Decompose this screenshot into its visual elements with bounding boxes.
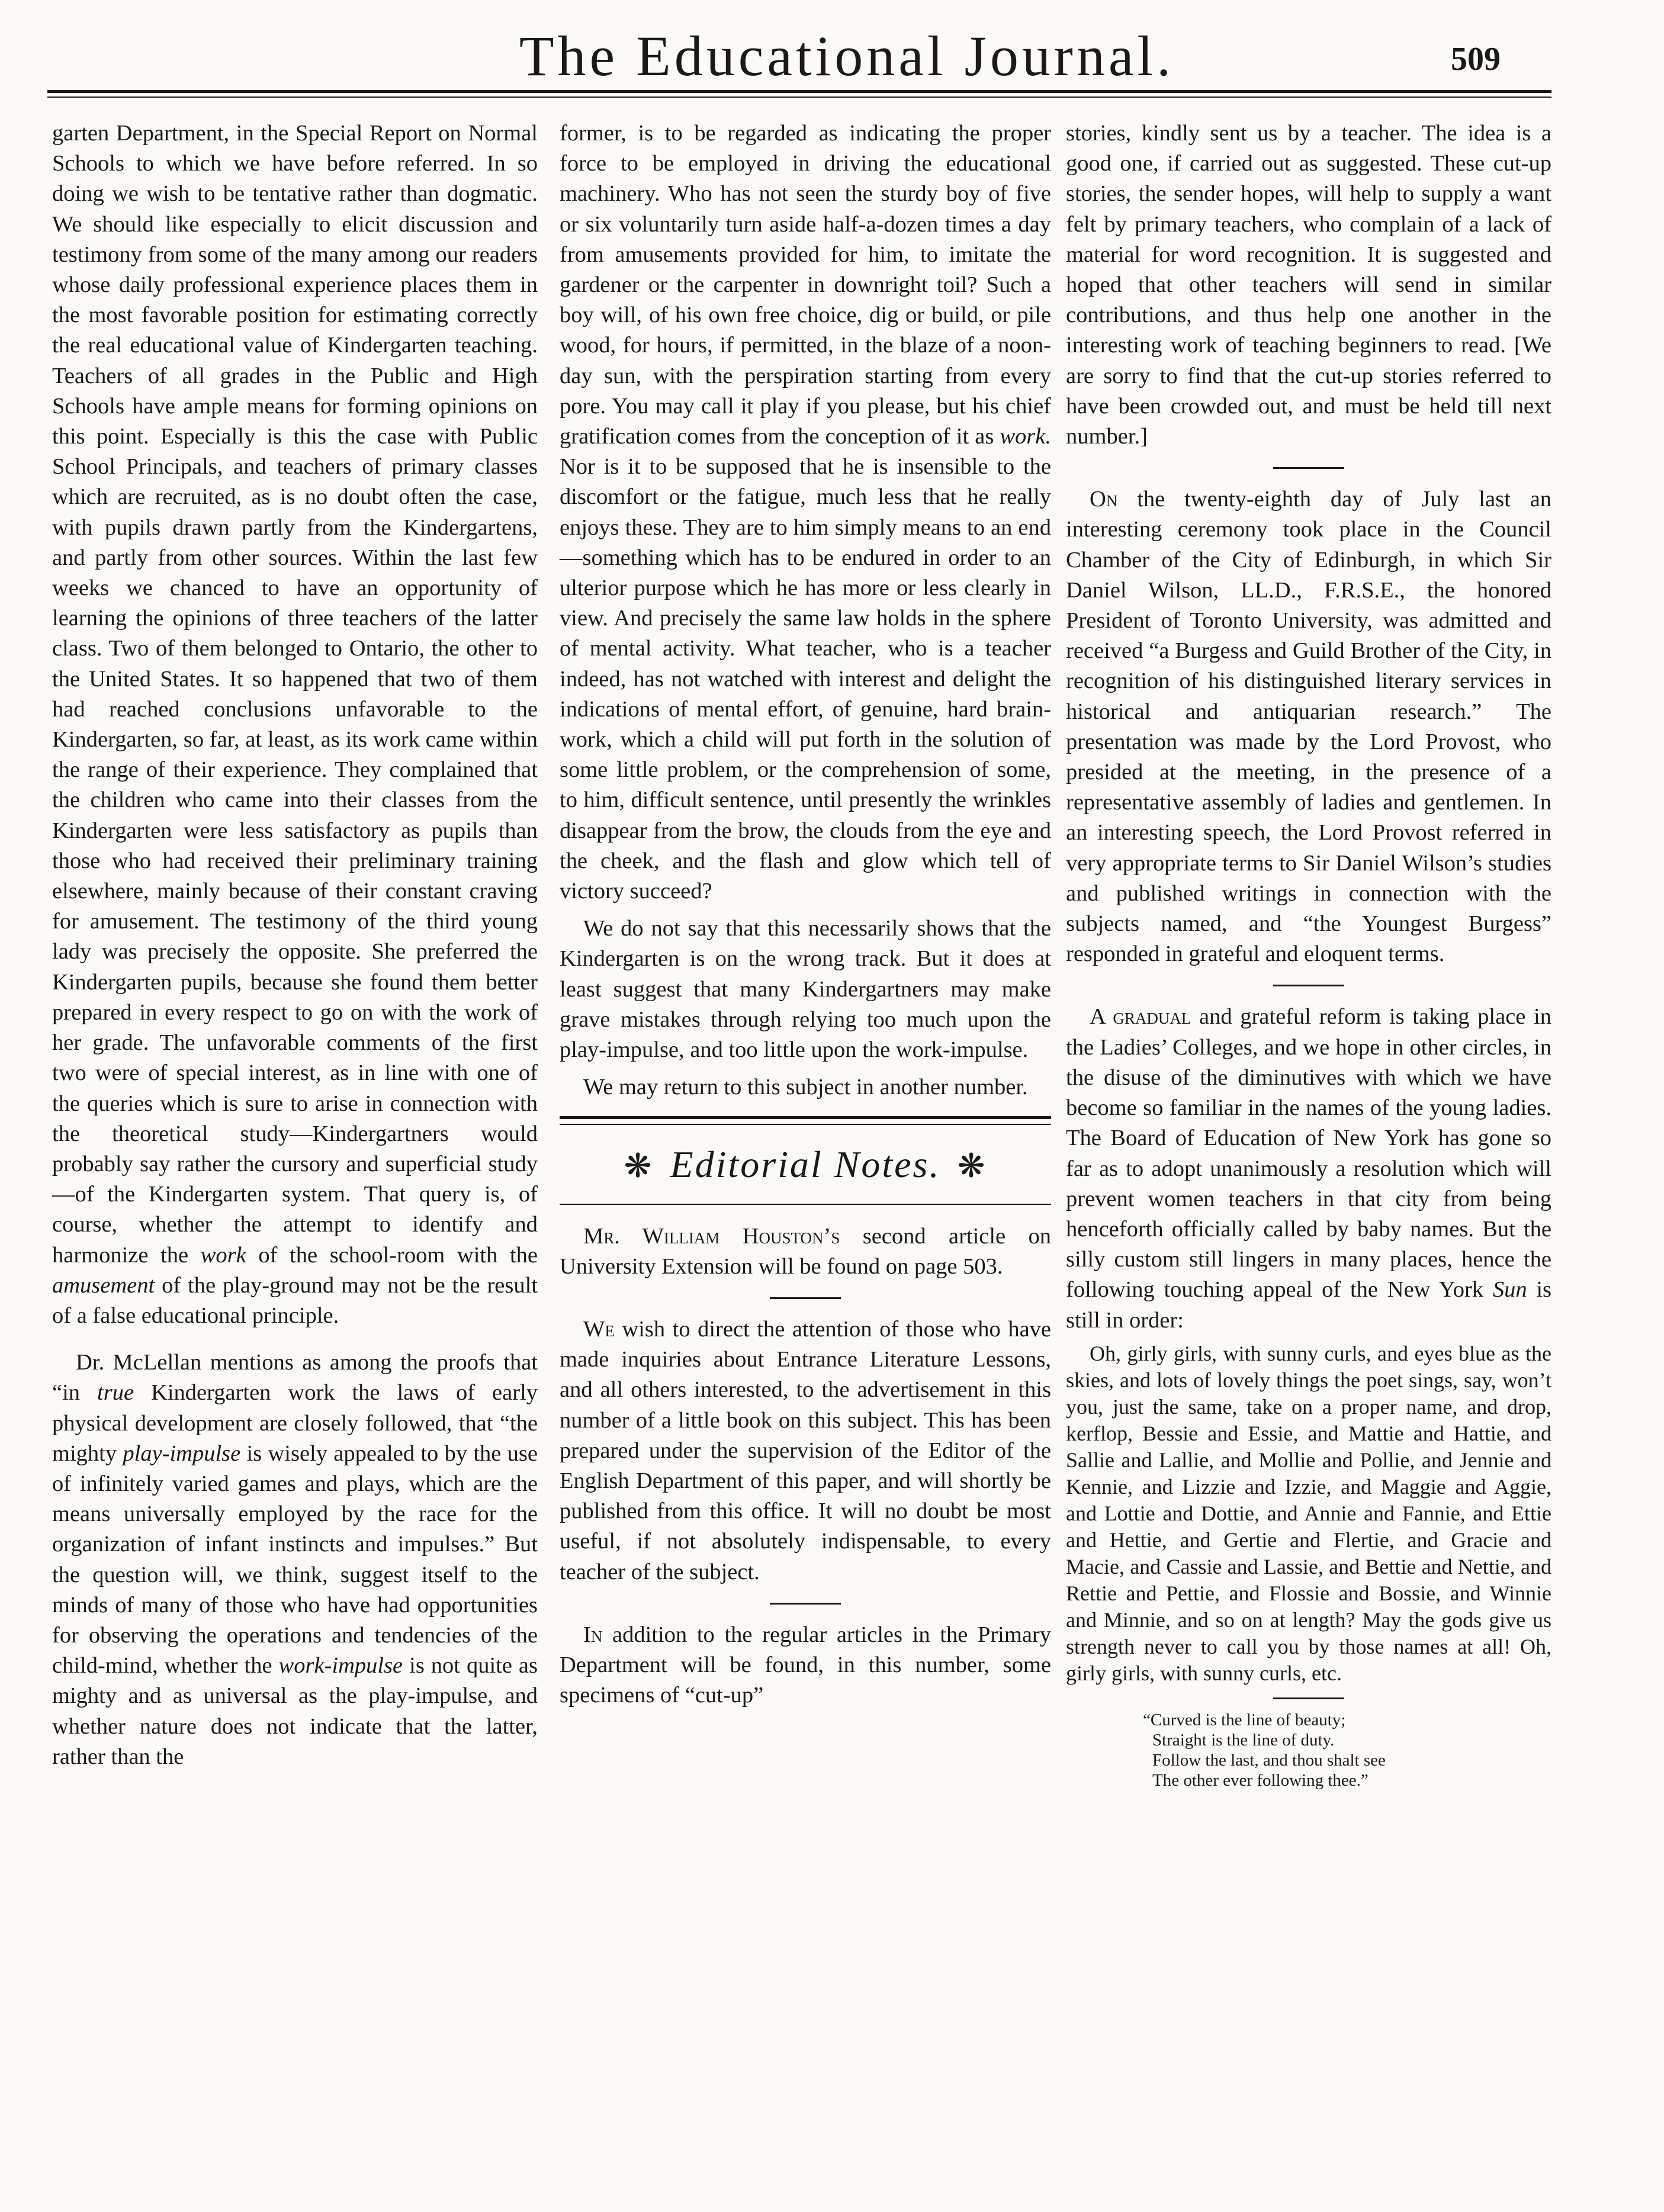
note-entrance-text: wish to direct the attention of those who have made inquiries about Entrance Literature Lessons, and all others interested, to the advertisement in this number of a little book on this subject. This has been prepared under the supervision of the Editor of the English Department of this paper, and will shortly be published from this office. It will no doubt be most useful, if not absolutely indispensable, to every teacher of the subject. [560,1316,1051,1584]
col1-p1-end: of the play-ground may not be the result of a false educational principle. [52,1272,538,1328]
verse-line: Follow the last, and thou shalt see [1152,1750,1386,1770]
note-primary-lead: In [583,1622,603,1647]
editorial-rule-top-thin [560,1124,1051,1125]
note-houston [560,1221,1051,1282]
column-2 [560,118,1051,1711]
col3-paragraph-1: stories, kindly sent us by a teacher. The idea is a good one, if carried out as suggested. These cut-up stories, the sender hopes, will help to supply a want felt by primary teachers, who complain of a lack of material for word recognition. It is suggested and hoped that other teachers will send in similar contributions, and thus help one another in the interesting work of teaching beginners to read. [We are sorry to find that the cut-up stories referred to have been crowded out, and must be held till next number.] [1066,121,1551,449]
col2-paragraph-3: We may return to this subject in another number. [583,1075,1028,1100]
note-divider [770,1603,841,1605]
col2-p1-b: Nor is it to be supposed that he is insensible to the discomfort or the fatigue, much less that he really enjoys these. They are to him simply means to an end—something which has to be endured in order to an ulterior purpose which he has more or less clearly in view. And precisely the same law holds in the sphere of mental activity. What teacher, who is a teacher indeed, has not watched with interest and delight the indications of mental effort, of genuine, hard brain-work, which a child will put forth in the solution of some little problem, or the comprehension of some, to him, difficult sentence, until presently the wrinkles disappear from the brow, the clouds from the eye and the cheek, and the flash and glow which tell of victory succeed? [560,454,1051,904]
note-daniel-wilson [1066,484,1551,969]
col1-p2-c: is wisely appealed to by the use of infinitely varied games and plays, which are the means universally employed by the race for the organization of infant instincts and impulses.” But the question will, we think, suggest itself to the minds of many of those who have had opportunities for observing the operations and tendencies of the child-mind, whether the [52,1441,538,1679]
col1-p2-d: is not quite as mighty and as universal as the play-impulse, and whether nature does not indicate that the latter, rather than the [52,1653,538,1769]
ornament-icon: ❋ [624,1147,654,1185]
note-wilson-text: the twenty-eighth day of July last an interesting ceremony took place in the Council Chamber of the City of Edinburgh, in which Sir Daniel Wilson, LL.D., F.R.S.E., the honored President of Toronto University, was admitted and received “a Burgess and Guild Brother of the City, in recognition of his distinguished literary services in historical and antiquarian research.” The presentation was made by the Lord Provost, who presided at the meeting, in the presence of a representative assembly of ladies and gentlemen. In an interesting speech, the Lord Provost referred in very appropriate terms to Sir Daniel Wilson’s studies and published writings in connection with the subjects named, and “the Youngest Burgess” responded in grateful and eloquent terms. [1066,487,1551,967]
note-primary-text: addition to the regular articles in the Primary Department will be found, in this number, some specimens of “cut-up” [560,1622,1051,1708]
closing-verse [1143,1710,1551,1790]
col2-paragraph-2: We do not say that this necessarily shows that the Kindergarten is on the wrong track. But it does at least suggest that many Kindergartners may make grave mistakes through relying too much upon the play-impulse, and too little upon the work-impulse. [560,916,1051,1063]
col1-p2-play: play-impulse [123,1441,241,1466]
note-ladies-end: is still in order: [1066,1277,1551,1333]
note-ladies-text: and grateful reform is taking place in the Ladies’ Colleges, and we hope in other circles, in the disuse of the diminutives with which we have become so familiar in the names of the young ladies. The Board of Education of New York has gone so far as to adopt unanimously a resolution which will prevent women teachers in that city from being henceforth officially called by baby names. But the silly custom still lingers in many places, hence the following touching appeal of the New York [1066,1004,1551,1303]
column-1 [52,118,538,1772]
page-number: 509 [1451,41,1501,78]
note-divider [1273,985,1344,986]
verse-line: The other ever following thee.” [1152,1770,1369,1790]
note-ladies-lead: A gradual [1090,1004,1191,1030]
editorial-rule-bottom [560,1204,1051,1205]
masthead-rule-thin [47,97,1551,98]
note-primary-department [560,1620,1051,1711]
masthead-rule [47,90,1551,93]
col1-p1-text: garten Department, in the Special Report on Normal Schools to which we have before referred. In so doing we wish to be tentative rather than dogmatic. We should like especially to elicit discussion and testimony from some of the many among our readers whose daily professional experience places them in the most favorable position for estimating correctly the real educational value of Kindergarten teaching. Teachers of all grades in the Public and High Schools have ample means for forming opinions on this point. Especially is this the case with Public School Principals, and teachers of primary classes which are recruited, as is no doubt often the case, with pupils drawn partly from the Kindergartens, and partly from other sources. Within the last few weeks we chanced to have an opportunity of learning the opinions of three teachers of the latter class. Two of them belonged to Ontario, the other to the United States. It so happened that two of them had reached conclusions unfavorable to the Kindergarten, so far, at least, as its work came within the range of their experience. They complained that the children who came into their classes from the Kindergarten were less satisfactory as pupils than those who had received their preliminary training elsewhere, mainly because of their constant craving for amusement. The testimony of the third young lady was precisely the opposite. She preferred the Kindergarten pupils, because she found them better prepared in every respect to go on with the work of her grade. The unfavorable comments of the first two were of special interest, as in line with one of the queries which is sure to arise in connection with the theoretical study—Kindergartners would probably say rather the cursory and superficial study—of the Kindergarten system. That query is, of course, whether the attempt to identify and harmonize the [52,121,538,1268]
col1-p1-amusement: amusement [52,1272,155,1298]
ornament-icon: ❋ [957,1147,987,1185]
editorial-rule-top [560,1116,1051,1119]
note-houston-text: second article on University Extension will be found on page 503. [560,1223,1052,1279]
col1-p2-a: Dr. McLellan mentions as among the proofs that “in [52,1350,538,1406]
col1-p2-true: true [97,1380,134,1406]
col2-paragraph-1 [560,118,1051,906]
note-divider [1273,467,1344,469]
verse-line: Straight is the line of duty. [1152,1730,1335,1750]
col1-p2-b: Kindergarten work the laws of early physical development are closely followed, that “the mighty [52,1380,538,1466]
col2-p1-work: work. [1000,424,1051,449]
verse-line: “Curved is the line of beauty; [1143,1710,1346,1729]
note-divider [770,1297,841,1299]
girly-girls-poem: Oh, girly girls, with sunny curls, and eyes blue as the skies, and lots of lovely things the poet sings, say, won’t you, just the same, take on a proper name, and drop, kerflop, Bessie and Essie, and Mattie and Hattie, and Sallie and Lallie, and Mollie and Pollie, and Jennie and Kennie, and Lizzie and Izzie, and Maggie and Aggie, and Lottie and Dottie, and Annie and Fannie, and Ettie and Hettie, and Gertie and Flertie, and Gracie and Macie, and Cassie and Lassie, and Bettie and Nettie, and Rettie and Pettie, and Flossie and Bossie, and Winnie and Minnie, and so on at length? May the gods give us strength never to call you by those names at all! Oh, girly girls, with sunny curls, etc. [1066,1341,1551,1685]
col1-paragraph-2 [52,1348,538,1772]
col1-p1-work: work [200,1242,246,1268]
note-wilson-lead: On [1090,487,1118,512]
col1-p2-work-impulse: work-impulse [278,1653,403,1679]
col1-paragraph-1 [52,118,538,1331]
journal-title: The Educational Journal. [519,24,1175,88]
note-houston-lead: Mr. William Houston’s [583,1223,840,1249]
note-divider [1273,1697,1344,1699]
masthead [41,24,1557,89]
note-entrance-literature [560,1314,1051,1587]
editorial-notes-title: Editorial Notes. [670,1143,941,1185]
editorial-notes-heading [560,1138,1051,1193]
note-ladies-sun: Sun [1492,1277,1527,1303]
note-entrance-lead: We [583,1316,615,1342]
col1-p1-mid: of the school-room with the [246,1242,538,1268]
spacer [52,1331,538,1348]
note-ladies-colleges [1066,1002,1551,1335]
column-3 [1066,118,1551,1790]
col2-p1-a: former, is to be regarded as indicating the proper force to be employed in driving the educational machinery. Who has not seen the sturdy boy of five or six voluntarily turn aside half-a-dozen times a day from amusements provided for him, to imitate the gardener or the carpenter in downright toil? Such a boy will, of his own free choice, dig or build, or pile wood, for hours, if permitted, in the blaze of a noon-day sun, with the perspiration starting from every pore. You may call it play if you please, but his chief gratification comes from the conception of it as [560,121,1051,449]
